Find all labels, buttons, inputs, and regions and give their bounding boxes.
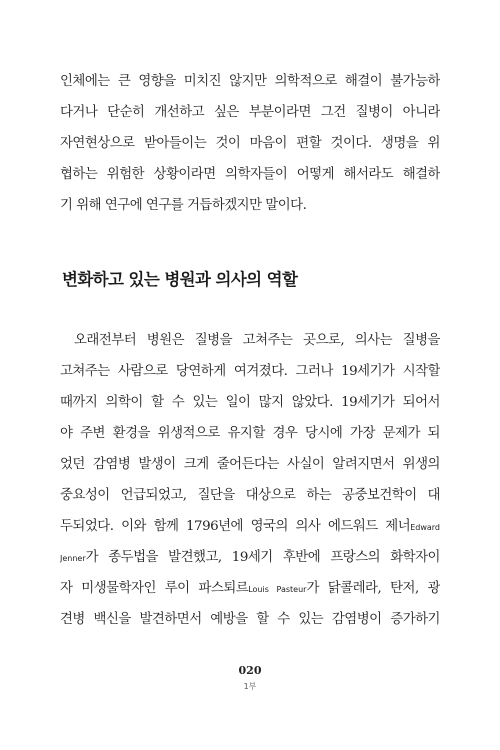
text-line: 고쳐주는 사람으로 당연하게 여겨졌다. 그러나 19세기가 시작할: [60, 364, 440, 379]
text-line: [60, 542, 440, 573]
english-name-note: Louis Pasteur: [248, 585, 307, 594]
line-text: 자 미생물학자인 루이 파스퇴르: [60, 581, 249, 596]
text-line: 자연현상으로 받아들이는 것이 마음이 편할 것이다. 생명을 위: [60, 136, 440, 151]
text-line: 다거나 단순히 개선하고 싶은 부분이라면 그건 질병이 아니라: [60, 105, 440, 120]
text-line: 었던 감염병 발생이 크게 줄어든다는 사실이 알려지면서 위생의: [60, 457, 440, 472]
english-name-note: Edward: [410, 523, 440, 532]
paragraph-1: [60, 66, 440, 221]
text-line: 기 위해 연구에 연구를 거듭하겠지만 말이다.: [60, 198, 307, 213]
text-line: [60, 325, 440, 356]
page-number: 020: [238, 664, 262, 677]
part-label: 1부: [243, 682, 257, 691]
line-text: 가 닭콜레라, 탄저, 광: [306, 581, 440, 596]
text-line: 중요성이 언급되었고, 질단을 대상으로 하는 공중보건학이 대: [60, 488, 440, 503]
text-line: [60, 573, 440, 604]
paragraph-2: [60, 325, 440, 635]
text-line: 협하는 위험한 상황이라면 의학자들이 어떻게 해서라도 해결하: [60, 167, 440, 182]
text-line: 인체에는 큰 영향을 미치진 않지만 의학적으로 해결이 불가능하: [60, 74, 440, 89]
text-line: 야 주변 환경을 위생적으로 유지할 경우 당시에 가장 문제가 되: [60, 426, 440, 441]
line-text: 두되었다. 이와 함께 1796년에 영국의 의사 에드워드 제너: [60, 519, 411, 534]
text-line: 견병 백신을 발견하면서 예방을 할 수 있는 감염병이 증가하기: [60, 612, 440, 627]
line-text: 오래전부터 병원은 질병을 고쳐주는 곳으로, 의사는 질병을: [74, 333, 440, 348]
section-heading: 변화하고 있는 병원과 의사의 역할: [62, 270, 298, 289]
text-line: 때까지 의학이 할 수 있는 일이 많지 않았다. 19세기가 되어서: [60, 395, 440, 410]
line-text: 가 종두법을 발견했고, 19세기 후반에 프랑스의 화학자이: [85, 550, 440, 565]
english-name-note: Jenner: [60, 554, 86, 563]
text-line: [60, 511, 440, 542]
